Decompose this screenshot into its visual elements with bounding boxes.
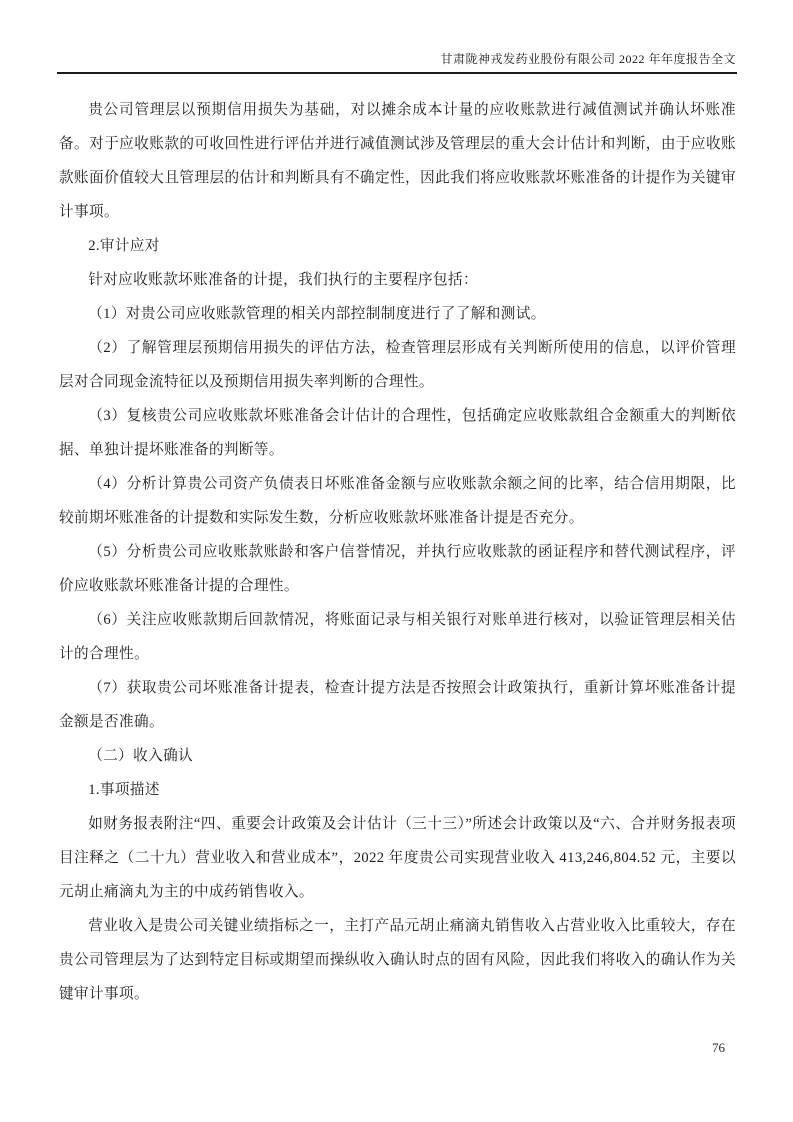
list-item-7: （7）获取贵公司坏账准备计提表，检查计提方法是否按照会计政策执行，重新计算坏账准备计提金额是否准确。 bbox=[59, 680, 736, 730]
list-item-3: （3）复核贵公司应收账款坏账准备会计估计的合理性，包括确定应收账款组合金额重大的判断依据、单独计提坏账准备的判断等。 bbox=[59, 408, 736, 458]
header-rule bbox=[57, 72, 737, 74]
list-item-5: （5）分析贵公司应收账款账龄和客户信誉情况，并执行应收账款的函证程序和替代测试程序，评价应收账款坏账准备计提的合理性。 bbox=[59, 544, 736, 594]
paragraph-bad-debt-basis: 贵公司管理层以预期信用损失为基础，对以摊余成本计量的应收账款进行减值测试并确认坏账准备。对于应收账款的可收回性进行评估并进行减值测试涉及管理层的重大会计估计和判断，由于应收账款账面价值较大且管理层的估计和判断具有不确定性，因此我们将应收账款坏账准备的计提作为关键审计事项。 bbox=[59, 102, 736, 220]
list-item-2: （2）了解管理层预期信用损失的评估方法，检查管理层形成有关判断所使用的信息，以评价管理层对合同现金流特征以及预期信用损失率判断的合理性。 bbox=[59, 340, 736, 390]
heading-matter-description: 1.事项描述 bbox=[88, 782, 160, 798]
document-body bbox=[59, 93, 736, 1011]
page-number: 76 bbox=[712, 1040, 725, 1055]
list-item-4: （4）分析计算贵公司资产负债表日坏账准备金额与应收账款余额之间的比率，结合信用期限，比较前期坏账准备的计提数和实际发生数，分析应收账款坏账准备计提是否充分。 bbox=[59, 476, 736, 526]
paragraph-revenue-risk: 营业收入是贵公司关键业绩指标之一，主打产品元胡止痛滴丸销售收入占营业收入比重较大，存在贵公司管理层为了达到特定目标或期望而操纵收入确认时点的固有风险，因此我们将收入的确认作为关键审计事项。 bbox=[59, 918, 736, 1002]
list-item-6: （6）关注应收账款期后回款情况，将账面记录与相关银行对账单进行核对，以验证管理层相关估计的合理性。 bbox=[59, 612, 736, 662]
heading-revenue-recognition: （二）收入确认 bbox=[88, 748, 194, 764]
paragraph-revenue-figures: 如财务报表附注“四、重要会计政策及会计估计（三十三）”所述会计政策以及“六、合并财务报表项目注释之（二十九）营业收入和营业成本”，2022 年度贵公司实现营业收入 413,246,804.52 元，主要以元胡止痛滴丸为主的中成药销售收入。 bbox=[59, 816, 736, 900]
page-header: 甘肃陇神戎发药业股份有限公司 2022 年年度报告全文 bbox=[440, 52, 736, 66]
list-item-1: （1）对贵公司应收账款管理的相关内部控制制度进行了了解和测试。 bbox=[88, 306, 546, 322]
heading-audit-response: 2.审计应对 bbox=[88, 238, 160, 254]
paragraph-procedures-intro: 针对应收账款坏账准备的计提，我们执行的主要程序包括： bbox=[88, 272, 479, 288]
